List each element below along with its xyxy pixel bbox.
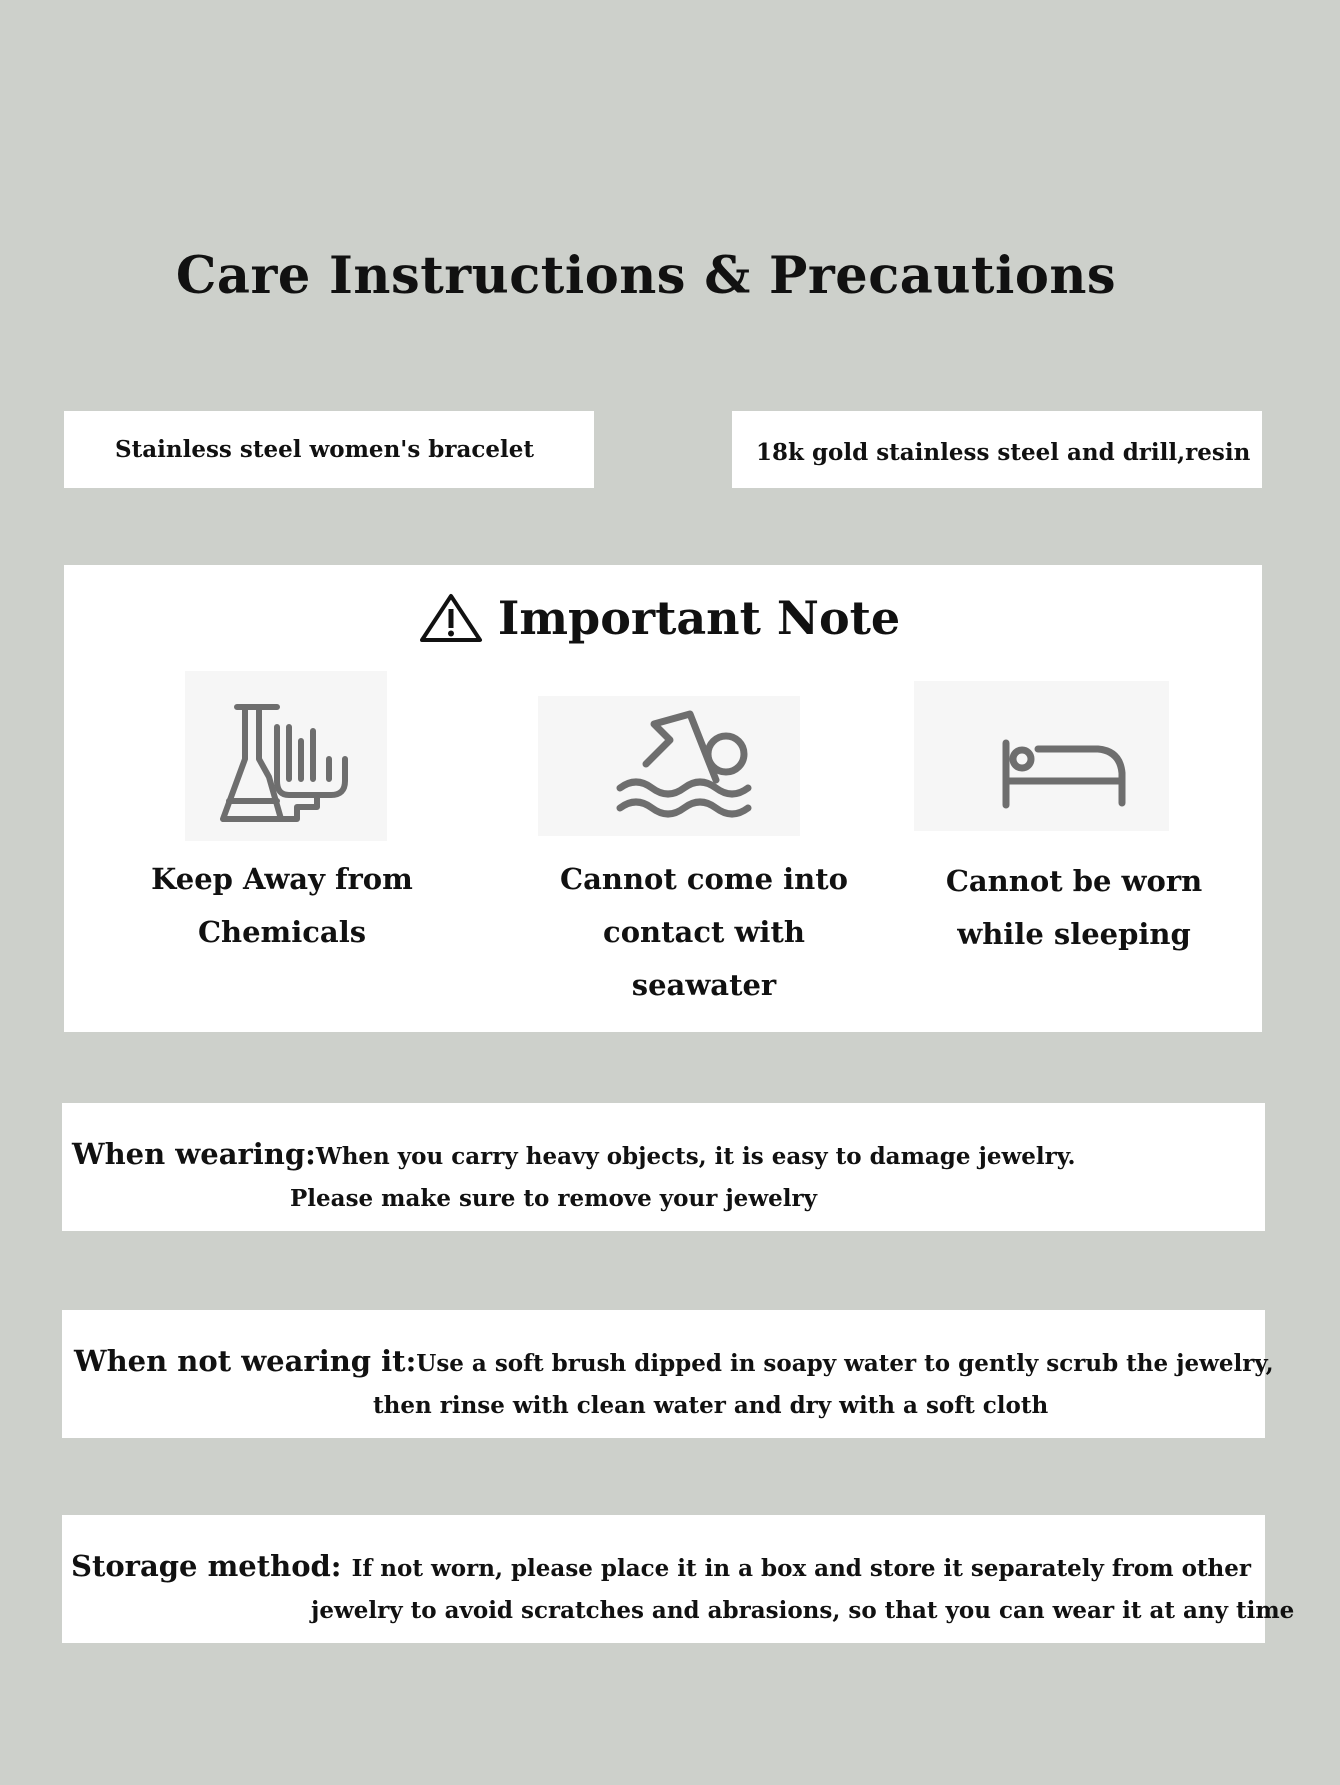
care-item-chemicals (132, 853, 432, 959)
chemicals-flask-icon (185, 671, 387, 841)
care-item-line2: while sleeping (957, 917, 1191, 951)
section-text-continued: jewelry to avoid scratches and abrasions, so that you can wear it at any time (311, 1597, 1295, 1624)
when-not-wearing-section (62, 1310, 1274, 1438)
care-item-sleeping (944, 855, 1204, 961)
when-wearing-section (62, 1103, 1265, 1231)
care-item-line1: Keep Away from (151, 862, 413, 896)
section-label: When not wearing it: (74, 1344, 417, 1378)
swimming-icon (538, 696, 800, 836)
care-item-line2: Chemicals (197, 915, 367, 949)
section-label: Storage method: (71, 1549, 352, 1583)
product-type-tag: Stainless steel women's bracelet (64, 411, 594, 488)
care-item-line2: contact with seawater (603, 915, 805, 1002)
page-title: Care Instructions & Precautions (175, 246, 1117, 306)
section-text-continued: Please make sure to remove your jewelry (290, 1185, 817, 1212)
section-text-continued: then rinse with clean water and dry with a soft cloth (373, 1392, 1049, 1419)
important-note-title: Important Note (497, 591, 901, 645)
important-note-header (64, 591, 1262, 645)
section-text: When you carry heavy objects, it is easy to damage jewelry. (315, 1143, 1076, 1170)
bed-sleeping-icon (914, 681, 1169, 831)
care-item-line1: Cannot be worn (945, 864, 1203, 898)
warning-triangle-icon (418, 592, 484, 644)
care-item-line1: Cannot come into (560, 862, 848, 896)
care-item-seawater (534, 853, 874, 1012)
important-note-panel (64, 565, 1262, 1032)
section-text: Use a soft brush dipped in soapy water to gently scrub the jewelry, (416, 1350, 1274, 1377)
section-label: When wearing: (72, 1137, 316, 1171)
section-text: If not worn, please place it in a box and store it separately from other (351, 1555, 1252, 1582)
material-tag: 18k gold stainless steel and drill,resin (732, 411, 1262, 488)
storage-method-section (62, 1515, 1295, 1643)
